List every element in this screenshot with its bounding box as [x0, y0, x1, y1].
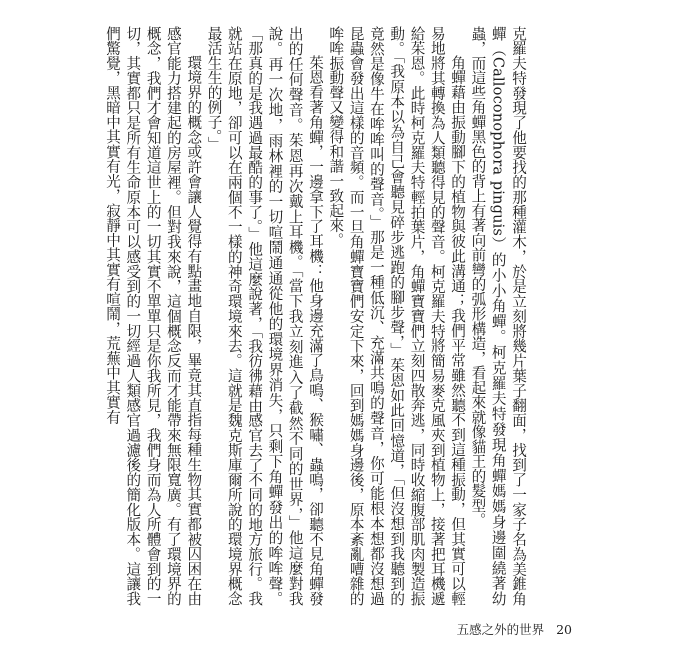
- running-title: 五感之外的世界: [456, 622, 545, 637]
- paragraph: 角蟬藉由振動腳下的植物與彼此溝通；我們平常雖然聽不到這種振動，但其實可以輕易地將其轉換為人類聽得見的聲音。柯克羅夫特將簡易麥克風夾到植物上，接著把耳機遞給茱恩。此時柯克羅夫特輕拍葉片，角蟬寶寶們立刻四散奔逃，同時收縮腹部肌肉製造振動。「我原本以為自己會聽見碎步逃跑的腳步聲，」茱恩如此回憶道，「但沒想到我聽到的竟然是像牛在哞哞叫的聲音。」那是一種低沉、充滿共鳴的聲音，你可能根本想都沒想過昆蟲會發出這樣的音頻。而一旦角蟬寶寶們安定下來，回到媽媽身邊後，原本紊亂嘈雜的哞哞振動聲又變得和諧一致起來。: [327, 26, 467, 606]
- body-text: [104, 26, 528, 606]
- paragraph: 茱恩看著角蟬，一邊拿下了耳機：他身邊充滿了鳥鳴、猴嘯、蟲鳴，卻聽不見角蟬發出的任何聲音。茱恩再次戴上耳機。「當下我立刻進入了截然不同的世界，」他這麼對我說。再一次地，雨林裡的一切喧鬧通通從他的環境界消失，只剩下角蟬發出的哞哞聲。「那真的是我遇過最酷的事了。」他這麼說著，「我彷彿藉由感官去了不同的地方旅行。我就站在原地，卻可以在兩個不一樣的神奇環境來去。這就是魏克斯庫爾所說的環境界概念最活生生的例子。」: [205, 26, 325, 606]
- paragraph: 環境界的概念或許會讓人覺得有點畫地自限，畢竟其直指每種生物其實都被囚困在由感官能力搭建起的房屋裡。但對我來說，這個概念反而才能帶來無限寬廣。有了環境界的概念，我們才會知道這世上的一切其實不單單只是你我所見，我們身而為人所體會到的一切，其實都只是所有生命原本可以感受到的一切經過人類感官過濾後的簡化版本。這讓我們驚覺，黑暗中其實有光，寂靜中其實有喧鬧，荒蕪中其實有: [104, 26, 203, 606]
- page-number: 20: [556, 622, 572, 637]
- paragraph: 克羅夫特發現了他要找的那種灌木，於是立刻將幾片葉子翻面，找到了一家子名為美錐角蟬（Calloconophora pinguis）的小小角蟬。柯克羅夫特發現角蟬媽媽身邊圍繞著幼蟲，而這些角蟬黑色的背上有著向前彎的弧形構造，看起來就像貓王的髮型。: [469, 26, 527, 606]
- page-footer: [457, 620, 572, 638]
